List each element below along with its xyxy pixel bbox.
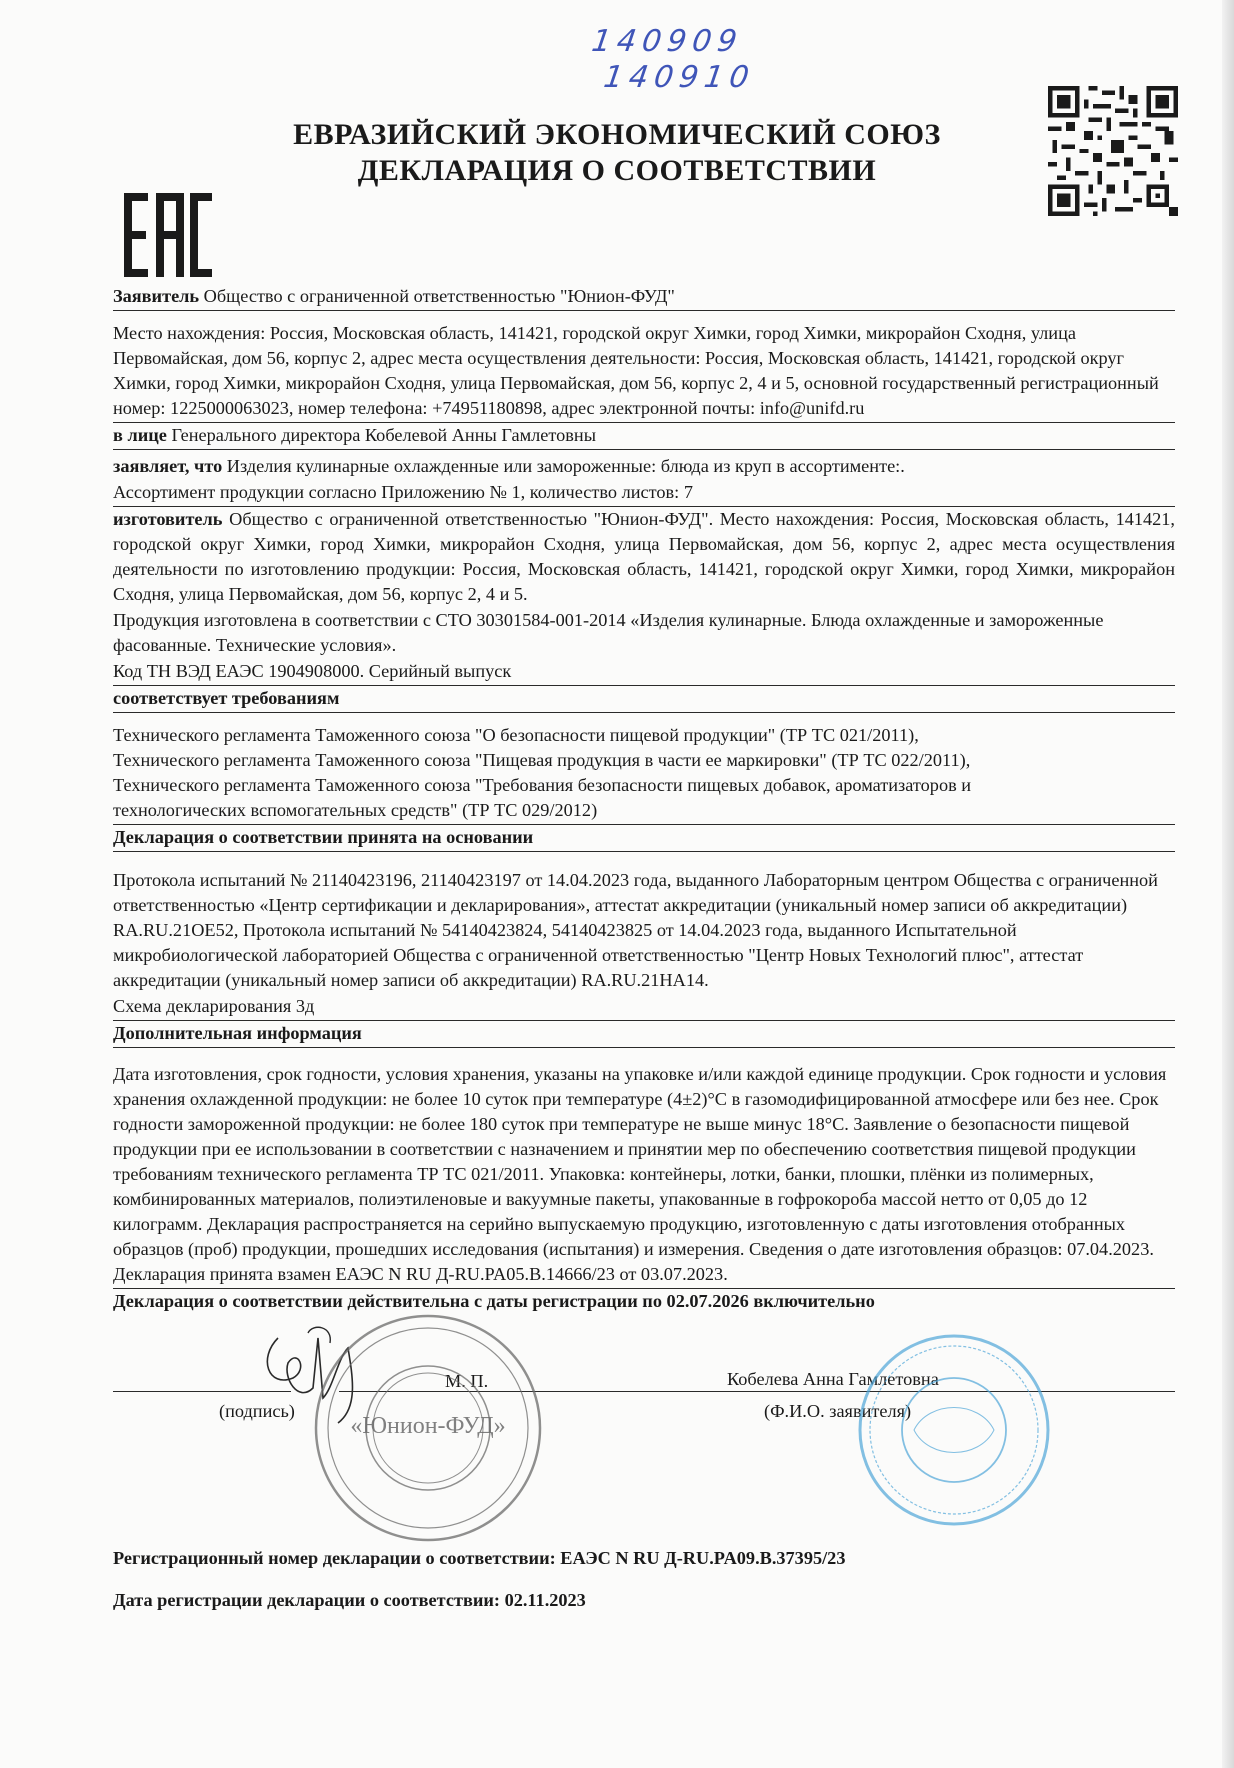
location-text: Место нахождения: Россия, Московская область, 141421, городской округ Химки, город Химки, микрорайон Сходня, улица Первомайская, дом 56, корпус 2, адрес места осуществления деятельности: Россия, Московская область, 141421, городской округ Химки, город Химки, микрорайон Сходня, улица Первомайская, дом 56, корпус 2, 4 и 5, основной государственный регистрационный номер: 1225000063023, номер телефона: +74951180898, адрес электронной почты: info@unifd.ru [113, 321, 1175, 423]
production-standard-text: Продукция изготовлена в соответствии с СТО 30301584-001-2014 «Изделия кулинарные. Блюда охлажденные и замороженные фасованные. Технические условия». [113, 610, 1104, 655]
requirements-heading: соответствует требованиям [113, 686, 1175, 713]
applicant-name: Кобелева Анна Гамлетовна [727, 1369, 939, 1389]
applicant-row [113, 284, 1175, 311]
signature-label: (подпись) [219, 1401, 295, 1421]
person-value: Генерального директора Кобелевой Анны Гамлетовны [166, 425, 596, 445]
eac-mark-icon [124, 193, 212, 277]
hs-code-text: Код ТН ВЭД ЕАЭС 1904908000. Серийный выпуск [113, 659, 1175, 686]
applicant-name-label: (Ф.И.О. заявителя) [764, 1401, 912, 1421]
union-title: ЕВРАЗИЙСКИЙ ЭКОНОМИЧЕСКИЙ СОЮЗ [293, 118, 941, 151]
validity-text: Декларация о соответствии действительна с даты регистрации по 02.07.2026 включительно [113, 1291, 875, 1311]
person-label: в лице [113, 425, 167, 445]
manufacturer-label: изготовитель [113, 509, 223, 529]
basis-text: Протокола испытаний № 21140423196, 21140423197 от 14.04.2023 года, выданного Лабораторным центром Общества с ограниченной ответственностью «Центр сертификации и декларирования», аттестат аккредитации (уникальный номер записи об аккредитации) RA.RU.21OE52, Протокола испытаний № 54140423824, 54140423825 от 14.04.2023 года, выданного Испытательной микробиологической лабораторией Общества с ограниченной ответственностью "Центр Новых Технологий плюс", аттестат аккредитации (уникальный номер записи об аккредитации) RA.RU.21HA14. [113, 870, 1158, 990]
additional-text: Дата изготовления, срок годности, условия хранения, указаны на упаковке и/или каждой единице продукции. Срок годности и условия хранения охлажденной продукции: не более 10 суток при температуре (4±2)°С в газомодифицированной атмосфере или без нее. Срок годности замороженной продукции: не более 180 суток при температуре не выше минус 18°С. Заявление о безопасности пищевой продукции при ее использовании в соответствии с назначением и принятии мер по обеспечению соответствия пищевой продукции требованиям технического регламента ТР ТС 021/2011. Упаковка: контейнеры, лотки, банки, плошки, плёнки из полимерных, комбинированных материалов, полиэтиленовые и вакуумные пакеты, упакованные в гофрокороба массой нетто от 0,05 до 12 килограмм. Декларация распространяется на серийно выпускаемую продукцию, изготовленную с даты изготовления отобранных образцов (проб) продукции, прошедших исследования (испытания) и измерения. Сведения о дате изготовления образцов: 07.04.2023. Декларация принята взамен ЕАЭС N RU Д-RU.PA05.B.14666/23 от 03.07.2023. [113, 1062, 1175, 1289]
declares-row [113, 454, 1175, 480]
blue-stamp-icon [854, 1330, 1054, 1530]
declares-value: Изделия кулинарные охлажденные или замороженные: блюда из круп в ассортименте:. [222, 456, 905, 476]
company-stamp-text: «Юнион-ФУД» [350, 1413, 506, 1439]
manufacturer-row [113, 507, 1175, 608]
person-row [113, 423, 1175, 450]
qr-code-icon [1048, 86, 1178, 216]
additional-heading: Дополнительная информация [113, 1021, 1175, 1048]
requirement-line: Технического регламента Таможенного союза "Пищевая продукция в части ее маркировки" (ТР ТС 022/2011), [113, 750, 971, 770]
assortment-text: Ассортимент продукции согласно Приложению № 1, количество листов: 7 [113, 480, 1175, 507]
basis-heading: Декларация о соответствии принята на основании [113, 825, 1175, 852]
registration-number: Регистрационный номер декларации о соответствии: ЕАЭС N RU Д-RU.PA09.B.37395/23 [113, 1548, 846, 1568]
mp-label: М. П. [445, 1371, 489, 1391]
declaration-title: ДЕКЛАРАЦИЯ О СООТВЕТСТВИИ [357, 154, 877, 187]
applicant-label: Заявитель [113, 286, 200, 306]
company-stamp-icon [308, 1308, 548, 1548]
requirement-line: Технического регламента Таможенного союза "Требования безопасности пищевых добавок, ароматизаторов и [113, 775, 972, 795]
declaration-body [113, 284, 1175, 1451]
handwritten-number-2: 140910 [601, 60, 757, 95]
handwritten-number-1: 140909 [589, 24, 745, 59]
requirement-line: технологических вспомогательных средств" (ТР ТС 029/2012) [113, 800, 598, 820]
applicant-value: Общество с ограниченной ответственностью "Юнион-ФУД" [199, 286, 675, 306]
scheme-text: Схема декларирования 3д [113, 994, 1175, 1021]
requirements-list [113, 723, 1175, 825]
manufacturer-value: Общество с ограниченной ответственностью "Юнион-ФУД". Место нахождения: Россия, Московская область, 141421, городской округ Химки, город Химки, микрорайон Сходня, улица Первомайская, дом 56, корпус 2, адрес места осуществления деятельности по изготовлению продукции: Россия, Московская область, 141421, городской округ Химки, город Химки, микрорайон Сходня, улица Первомайская, дом 56, корпус 2, 4 и 5. [113, 509, 1175, 604]
requirement-line: Технического регламента Таможенного союза "О безопасности пищевой продукции" (ТР ТС 021/2011), [113, 725, 919, 745]
declares-label: заявляет, что [113, 456, 223, 476]
registration-date: Дата регистрации декларации о соответствии: 02.11.2023 [113, 1590, 586, 1610]
